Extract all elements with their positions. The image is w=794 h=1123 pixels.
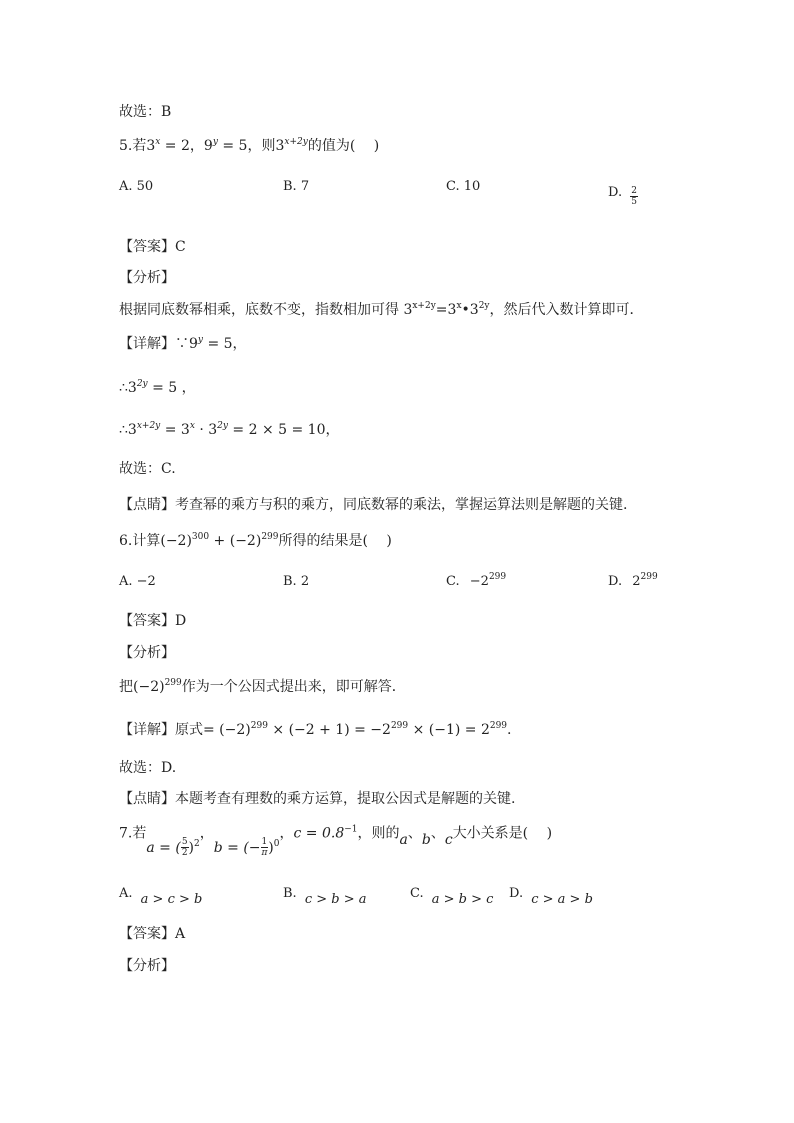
- answer-select-b: 故选：B: [119, 104, 172, 120]
- q6-tip: 【点睛】本题考查有理数的乘方运算，提取公因式是解题的关键.: [119, 791, 516, 807]
- q7-equation-a: a = ( $\frac{5}{2}$ )$^2$: [146, 837, 200, 858]
- q7-option-d: D. c > a > b: [509, 886, 593, 907]
- q7-answer: 【答案】A: [119, 926, 186, 942]
- question-7: 7.若a = ( $\frac{5}{2}$ )$^2$，b = (− $\frac{1}{\pi}$ )$^0$，$c = 0.8^{-1}$，则的a、b、c大小关系是( ): [119, 824, 553, 858]
- q6-answer: 【答案】D: [119, 613, 187, 629]
- q5-detail-line-1: 【详解】$\because 9^y = 5$，: [119, 335, 247, 352]
- q5-option-c: C. 10: [446, 179, 481, 194]
- q5-option-b: B. 7: [283, 179, 310, 194]
- q6-option-d: D. $2^{299}$: [608, 572, 658, 589]
- q7-option-a: A. a > c > b: [119, 886, 203, 907]
- q5-detail-line-2: $\therefore 3^{2y} = 5$ ，: [119, 379, 196, 396]
- q6-select: 故选：D.: [119, 760, 177, 776]
- q5-answer: 【答案】C: [119, 239, 186, 255]
- q5-option-a: A. 50: [119, 179, 154, 194]
- q5-analysis-heading: 【分析】: [119, 270, 175, 286]
- q5-tip: 【点睛】考查幂的乘方与积的乘方，同底数幂的乘法，掌握运算法则是解题的关键.: [119, 497, 628, 513]
- q6-analysis-text: 把$(-2)^{299}$作为一个公因式提出来，即可解答．: [119, 678, 406, 695]
- q6-analysis-heading: 【分析】: [119, 645, 175, 661]
- q7-analysis-heading: 【分析】: [119, 958, 175, 974]
- q7-option-c: C. a > b > c: [410, 886, 494, 907]
- question-6: 6.计算$(-2)^{300} + (-2)^{299}$所得的结果是( ): [119, 532, 392, 549]
- q6-option-c: C. $-2^{299}$: [446, 572, 507, 589]
- q5-detail-line-3: $\therefore 3^{x+2y} = 3^x \cdot 3^{2y} = 2 \times 5 = 10$，: [119, 421, 340, 438]
- fraction: $\frac{2}{5}$: [631, 186, 637, 207]
- q5-analysis-text: 根据同底数幂相乘，底数不变，指数相加可得 $3^{x+2y}=3^x•3^{2y}$，然后代入数计算即可．: [119, 301, 644, 318]
- q7-equation-b: b = (− $\frac{1}{\pi}$ )$^0$: [213, 837, 280, 858]
- q6-option-b: B. 2: [283, 574, 310, 589]
- question-5: 5.若$3^x = 2$，$9^y = 5$，则$3^{x+2y}$的值为( ): [119, 137, 380, 154]
- q5-select: 故选：C.: [119, 461, 176, 477]
- q7-option-b: B. c > b > a: [283, 886, 367, 907]
- q6-option-a: A. −2: [119, 574, 156, 589]
- q6-detail: 【详解】原式= $(-2)^{299} \times (-2 + 1) = -2^{299} \times (-1) = 2^{299}$.: [119, 721, 512, 738]
- q5-option-d: D. $\frac{2}{5}$: [608, 185, 637, 207]
